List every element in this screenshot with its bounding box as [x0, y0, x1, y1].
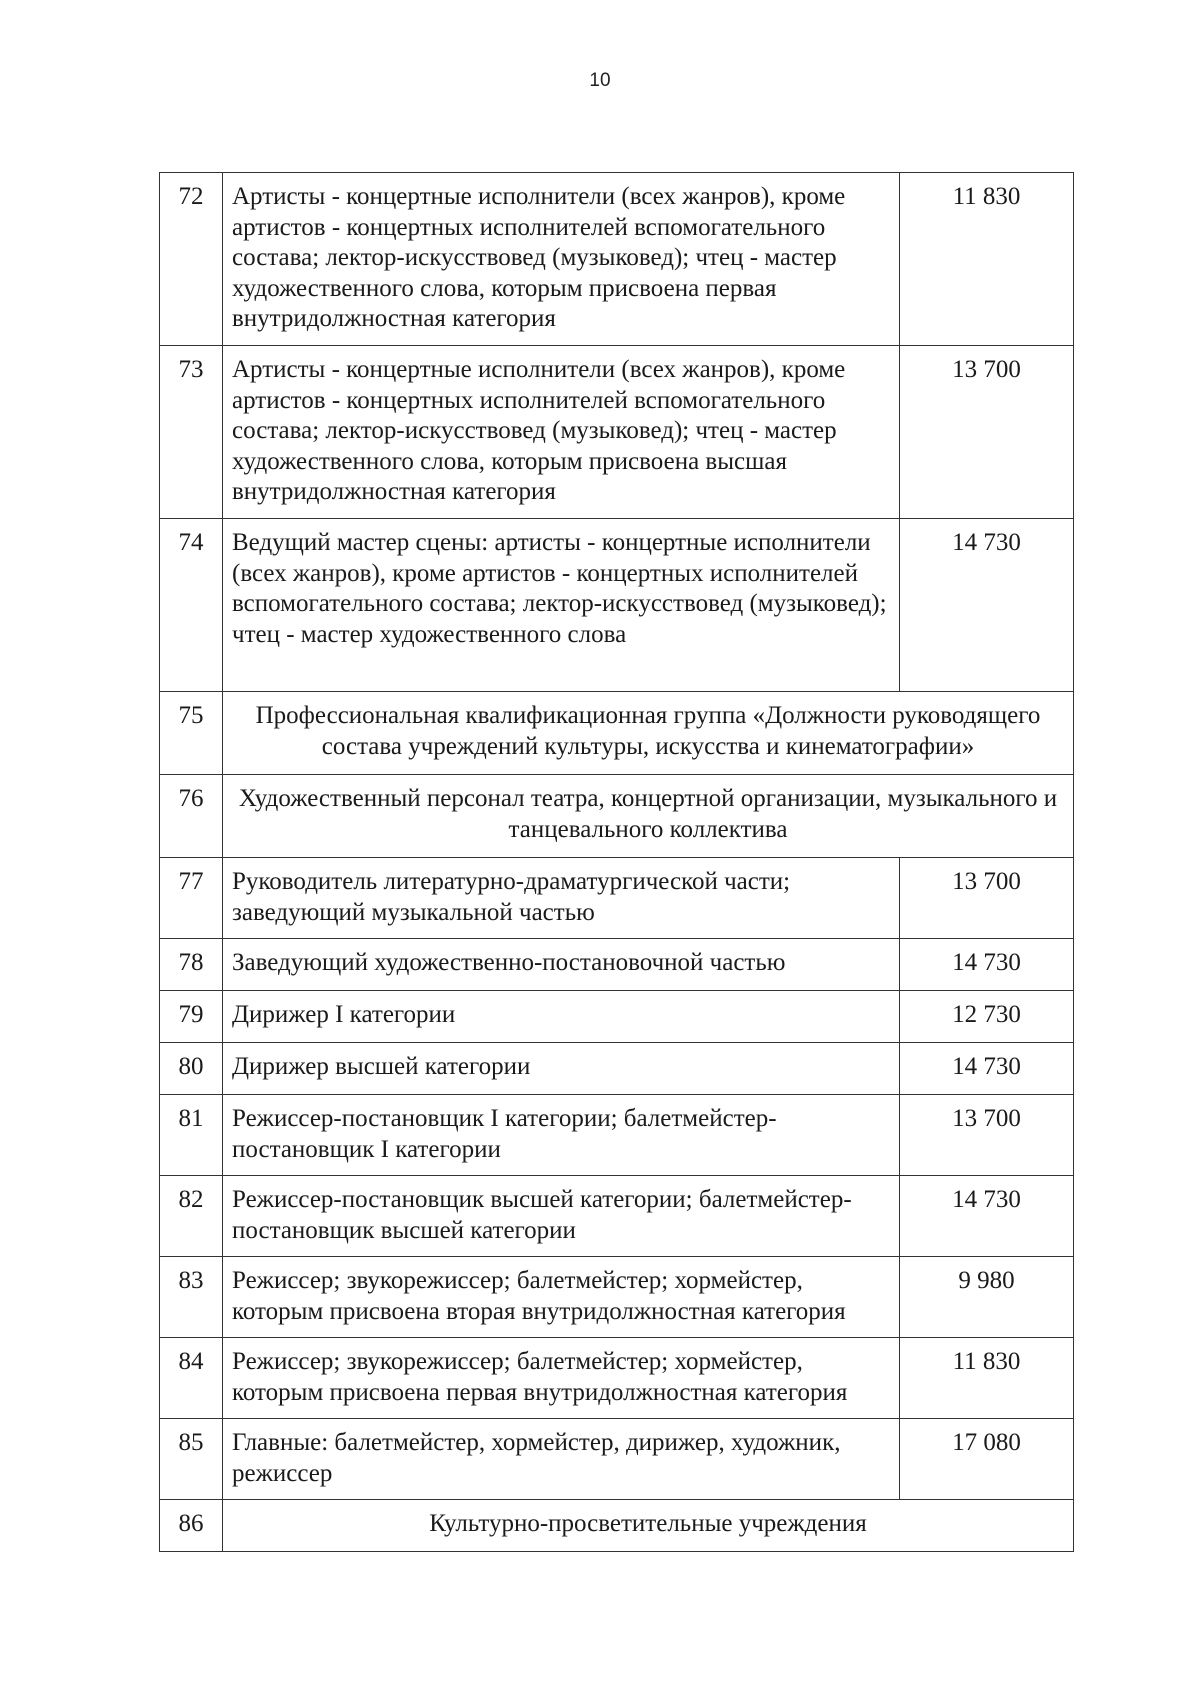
page-number: 10: [589, 70, 611, 91]
table-row: [160, 1176, 1074, 1257]
position-description: Дирижер высшей категории: [223, 1043, 900, 1095]
table-row: [160, 775, 1074, 858]
salary-table: [159, 172, 1074, 1552]
salary-value: 9 980: [900, 1257, 1074, 1338]
row-number: 84: [160, 1338, 223, 1419]
position-description: Артисты - концертные исполнители (всех жанров), кроме артистов - концертных исполнителей вспомогательного состава; лектор-искусствовед (музыковед); чтец - мастер художественного слова, которым присвоена первая внутридолжностная категория: [223, 173, 900, 346]
table-row: [160, 1043, 1074, 1095]
salary-value: 13 700: [900, 858, 1074, 939]
salary-value: 14 730: [900, 1043, 1074, 1095]
table-row: [160, 1095, 1074, 1176]
position-description: Режиссер; звукорежиссер; балетмейстер; хормейстер, которым присвоена вторая внутридолжностная категория: [223, 1257, 900, 1338]
position-description: Режиссер-постановщик высшей категории; балетмейстер-постановщик высшей категории: [223, 1176, 900, 1257]
row-number: 75: [160, 692, 223, 775]
salary-value: 13 700: [900, 346, 1074, 519]
position-description: Режиссер-постановщик I категории; балетмейстер-постановщик I категории: [223, 1095, 900, 1176]
position-description: Заведующий художественно-постановочной частью: [223, 939, 900, 991]
table-row: [160, 519, 1074, 692]
position-description: Руководитель литературно-драматургической части; заведующий музыкальной частью: [223, 858, 900, 939]
row-number: 72: [160, 173, 223, 346]
table-row: [160, 346, 1074, 519]
row-number: 85: [160, 1419, 223, 1500]
row-number: 86: [160, 1500, 223, 1552]
salary-value: 11 830: [900, 173, 1074, 346]
table-row: [160, 1338, 1074, 1419]
table-row: [160, 1419, 1074, 1500]
table-row: [160, 173, 1074, 346]
row-number: 82: [160, 1176, 223, 1257]
position-description: Режиссер; звукорежиссер; балетмейстер; хормейстер, которым присвоена первая внутридолжностная категория: [223, 1338, 900, 1419]
row-number: 78: [160, 939, 223, 991]
salary-value: 12 730: [900, 991, 1074, 1043]
table-row: [160, 1500, 1074, 1552]
table-row: [160, 939, 1074, 991]
position-description: Дирижер I категории: [223, 991, 900, 1043]
salary-value: 17 080: [900, 1419, 1074, 1500]
row-number: 76: [160, 775, 223, 858]
table-row: [160, 991, 1074, 1043]
group-heading: Профессиональная квалификационная группа «Должности руководящего состава учреждений культуры, искусства и кинематографии»: [223, 692, 1074, 775]
position-description: Главные: балетмейстер, хормейстер, дирижер, художник, режиссер: [223, 1419, 900, 1500]
position-description: Ведущий мастер сцены: артисты - концертные исполнители (всех жанров), кроме артистов - концертных исполнителей вспомогательного состава; лектор-искусствовед (музыковед); чтец - мастер художественного слова: [223, 519, 900, 692]
row-number: 74: [160, 519, 223, 692]
table-row: [160, 858, 1074, 939]
salary-value: 14 730: [900, 519, 1074, 692]
salary-value: 14 730: [900, 939, 1074, 991]
group-heading: Культурно-просветительные учреждения: [223, 1500, 1074, 1552]
salary-value: 14 730: [900, 1176, 1074, 1257]
row-number: 80: [160, 1043, 223, 1095]
salary-value: 13 700: [900, 1095, 1074, 1176]
group-heading: Художественный персонал театра, концертной организации, музыкального и танцевального коллектива: [223, 775, 1074, 858]
table-row: [160, 1257, 1074, 1338]
row-number: 77: [160, 858, 223, 939]
row-number: 83: [160, 1257, 223, 1338]
position-description: Артисты - концертные исполнители (всех жанров), кроме артистов - концертных исполнителей вспомогательного состава; лектор-искусствовед (музыковед); чтец - мастер художественного слова, которым присвоена высшая внутридолжностная категория: [223, 346, 900, 519]
salary-value: 11 830: [900, 1338, 1074, 1419]
row-number: 73: [160, 346, 223, 519]
table-row: [160, 692, 1074, 775]
row-number: 79: [160, 991, 223, 1043]
row-number: 81: [160, 1095, 223, 1176]
